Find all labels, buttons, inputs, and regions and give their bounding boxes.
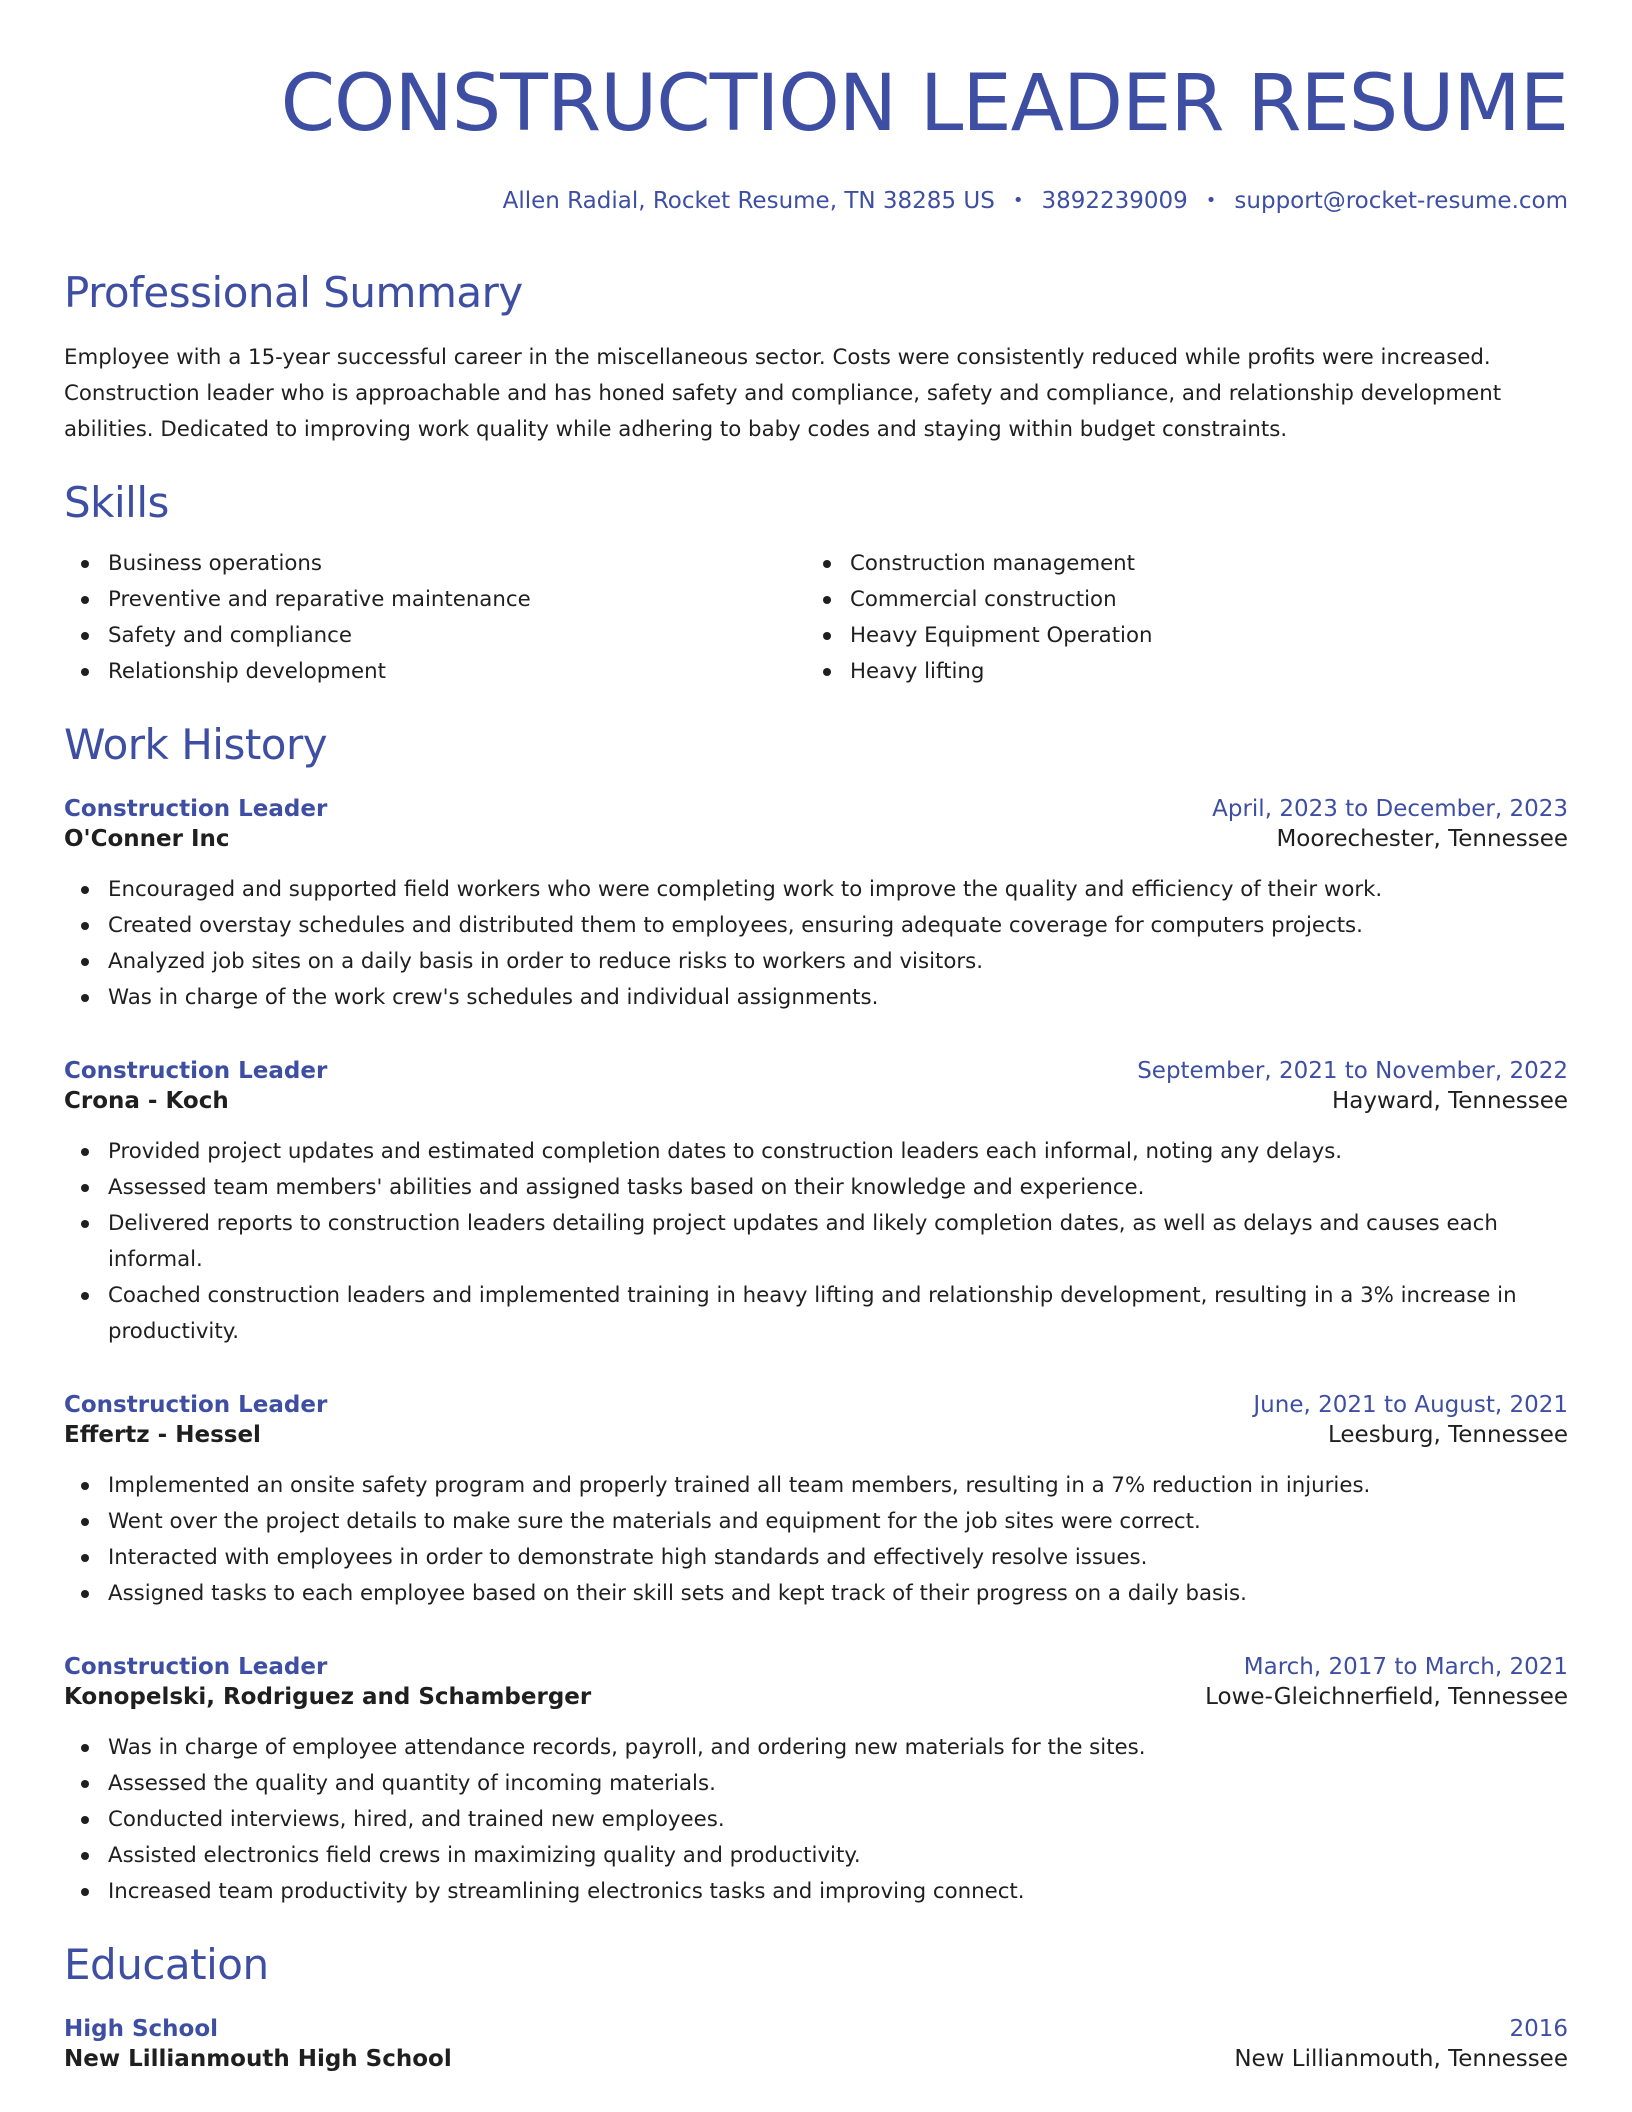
job-bullet: Interacted with employees in order to demonstrate high standards and effectively resolve issues.	[64, 1540, 1568, 1576]
contact-separator: •	[1012, 190, 1024, 211]
job-location: Leesburg, Tennessee	[1327, 1422, 1568, 1448]
job-bullet: Assessed team members' abilities and assigned tasks based on their knowledge and experience.	[64, 1170, 1568, 1206]
bullet-icon	[81, 1292, 89, 1300]
bullet-icon	[81, 632, 89, 640]
bullet-icon	[81, 958, 89, 966]
job-entry	[64, 1056, 1568, 1350]
job-bullet: Assisted electronics field crews in maximizing quality and productivity.	[64, 1838, 1568, 1874]
bullet-icon	[81, 1888, 89, 1896]
job-bullets	[64, 1468, 1568, 1612]
job-bullet: Created overstay schedules and distributed them to employees, ensuring adequate coverage for computers projects.	[64, 908, 1568, 944]
skills-column-right	[806, 546, 1548, 690]
job-title: Construction Leader	[64, 1654, 328, 1680]
skill-item: Heavy Equipment Operation	[806, 618, 1548, 654]
contact-line	[64, 186, 1568, 216]
work-history-heading: Work History	[64, 720, 328, 769]
bullet-icon	[823, 596, 831, 604]
bullet-icon	[81, 1482, 89, 1490]
education-year: 2016	[1509, 2016, 1568, 2042]
skills-grid	[64, 546, 1568, 690]
bullet-icon	[823, 560, 831, 568]
skill-item: Relationship development	[64, 654, 806, 690]
bullet-icon	[823, 632, 831, 640]
job-location: Hayward, Tennessee	[1331, 1088, 1568, 1114]
bullet-icon	[81, 1852, 89, 1860]
summary-text	[64, 340, 1568, 448]
summary-line: Construction leader who is approachable and has honed safety and compliance, safety and compliance, and relationship development	[64, 381, 1502, 406]
job-dates: June, 2021 to August, 2021	[1253, 1392, 1568, 1418]
job-title: Construction Leader	[64, 1058, 328, 1084]
job-bullet: Coached construction leaders and implemented training in heavy lifting and relationship development, resulting in a 3% increase in productivity.	[64, 1278, 1568, 1350]
job-title: Construction Leader	[64, 796, 328, 822]
bullet-icon	[81, 1816, 89, 1824]
job-bullet: Implemented an onsite safety program and properly trained all team members, resulting in a 7% reduction in injuries.	[64, 1468, 1568, 1504]
skill-item: Commercial construction	[806, 582, 1548, 618]
job-bullet: Increased team productivity by streamlining electronics tasks and improving connect.	[64, 1874, 1568, 1910]
job-location: Moorechester, Tennessee	[1276, 826, 1568, 852]
job-bullets	[64, 872, 1568, 1016]
job-entry	[64, 794, 1568, 1016]
education-entry	[64, 2014, 1568, 2074]
skill-item: Business operations	[64, 546, 806, 582]
job-dates: April, 2023 to December, 2023	[1212, 796, 1568, 822]
skill-item: Construction management	[806, 546, 1548, 582]
job-title: Construction Leader	[64, 1392, 328, 1418]
summary-line: abilities. Dedicated to improving work quality while adhering to baby codes and staying within budget constraints.	[64, 417, 1288, 442]
bullet-icon	[81, 1184, 89, 1192]
job-bullet: Encouraged and supported field workers who were completing work to improve the quality and efficiency of their work.	[64, 872, 1568, 908]
job-bullet: Delivered reports to construction leaders detailing project updates and likely completion dates, as well as delays and causes each informal.	[64, 1206, 1568, 1278]
skills-column-left	[64, 546, 806, 690]
bullet-icon	[81, 1590, 89, 1598]
job-dates: March, 2017 to March, 2021	[1243, 1654, 1568, 1680]
summary-line: Employee with a 15-year successful career in the miscellaneous sector. Costs were consistently reduced while profits were increased.	[64, 345, 1491, 370]
job-bullet: Assigned tasks to each employee based on their skill sets and kept track of their progress on a daily basis.	[64, 1576, 1568, 1612]
contact-phone: 3892239009	[1041, 188, 1188, 214]
job-location: Lowe-Gleichnerfield, Tennessee	[1205, 1684, 1568, 1710]
resume-title: CONSTRUCTION LEADER RESUME	[280, 59, 1568, 149]
job-bullet: Provided project updates and estimated completion dates to construction leaders each informal, noting any delays.	[64, 1134, 1568, 1170]
education-heading: Education	[64, 1940, 269, 1989]
bullet-icon	[81, 886, 89, 894]
bullet-icon	[81, 1780, 89, 1788]
job-bullet: Assessed the quality and quantity of incoming materials.	[64, 1766, 1568, 1802]
job-bullet: Analyzed job sites on a daily basis in order to reduce risks to workers and visitors.	[64, 944, 1568, 980]
education-location: New Lillianmouth, Tennessee	[1234, 2046, 1568, 2072]
job-entry	[64, 1652, 1568, 1910]
summary-heading: Professional Summary	[64, 268, 523, 317]
bullet-icon	[81, 1518, 89, 1526]
job-company: Effertz - Hessel	[64, 1422, 261, 1448]
education-school: New Lillianmouth High School	[64, 2046, 452, 2072]
job-company: O'Conner Inc	[64, 826, 230, 852]
bullet-icon	[81, 1220, 89, 1228]
skill-item: Safety and compliance	[64, 618, 806, 654]
bullet-icon	[81, 994, 89, 1002]
bullet-icon	[81, 668, 89, 676]
education-degree: High School	[64, 2016, 219, 2042]
job-bullet: Conducted interviews, hired, and trained new employees.	[64, 1802, 1568, 1838]
job-company: Konopelski, Rodriguez and Schamberger	[64, 1684, 592, 1710]
job-bullet: Was in charge of the work crew's schedules and individual assignments.	[64, 980, 1568, 1016]
contact-address: Allen Radial, Rocket Resume, TN 38285 US	[502, 188, 995, 214]
skill-item: Preventive and reparative maintenance	[64, 582, 806, 618]
skills-heading: Skills	[64, 478, 169, 527]
job-dates: September, 2021 to November, 2022	[1137, 1058, 1568, 1084]
job-bullets	[64, 1134, 1568, 1350]
bullet-icon	[81, 560, 89, 568]
job-company: Crona - Koch	[64, 1088, 229, 1114]
bullet-icon	[823, 668, 831, 676]
job-bullets	[64, 1730, 1568, 1910]
skill-item: Heavy lifting	[806, 654, 1548, 690]
contact-email: support@rocket-resume.com	[1234, 188, 1568, 214]
bullet-icon	[81, 922, 89, 930]
bullet-icon	[81, 1554, 89, 1562]
contact-separator: •	[1205, 190, 1217, 211]
bullet-icon	[81, 1148, 89, 1156]
job-bullet: Went over the project details to make sure the materials and equipment for the job sites were correct.	[64, 1504, 1568, 1540]
job-entry	[64, 1390, 1568, 1612]
bullet-icon	[81, 1744, 89, 1752]
bullet-icon	[81, 596, 89, 604]
job-bullet: Was in charge of employee attendance records, payroll, and ordering new materials for the sites.	[64, 1730, 1568, 1766]
